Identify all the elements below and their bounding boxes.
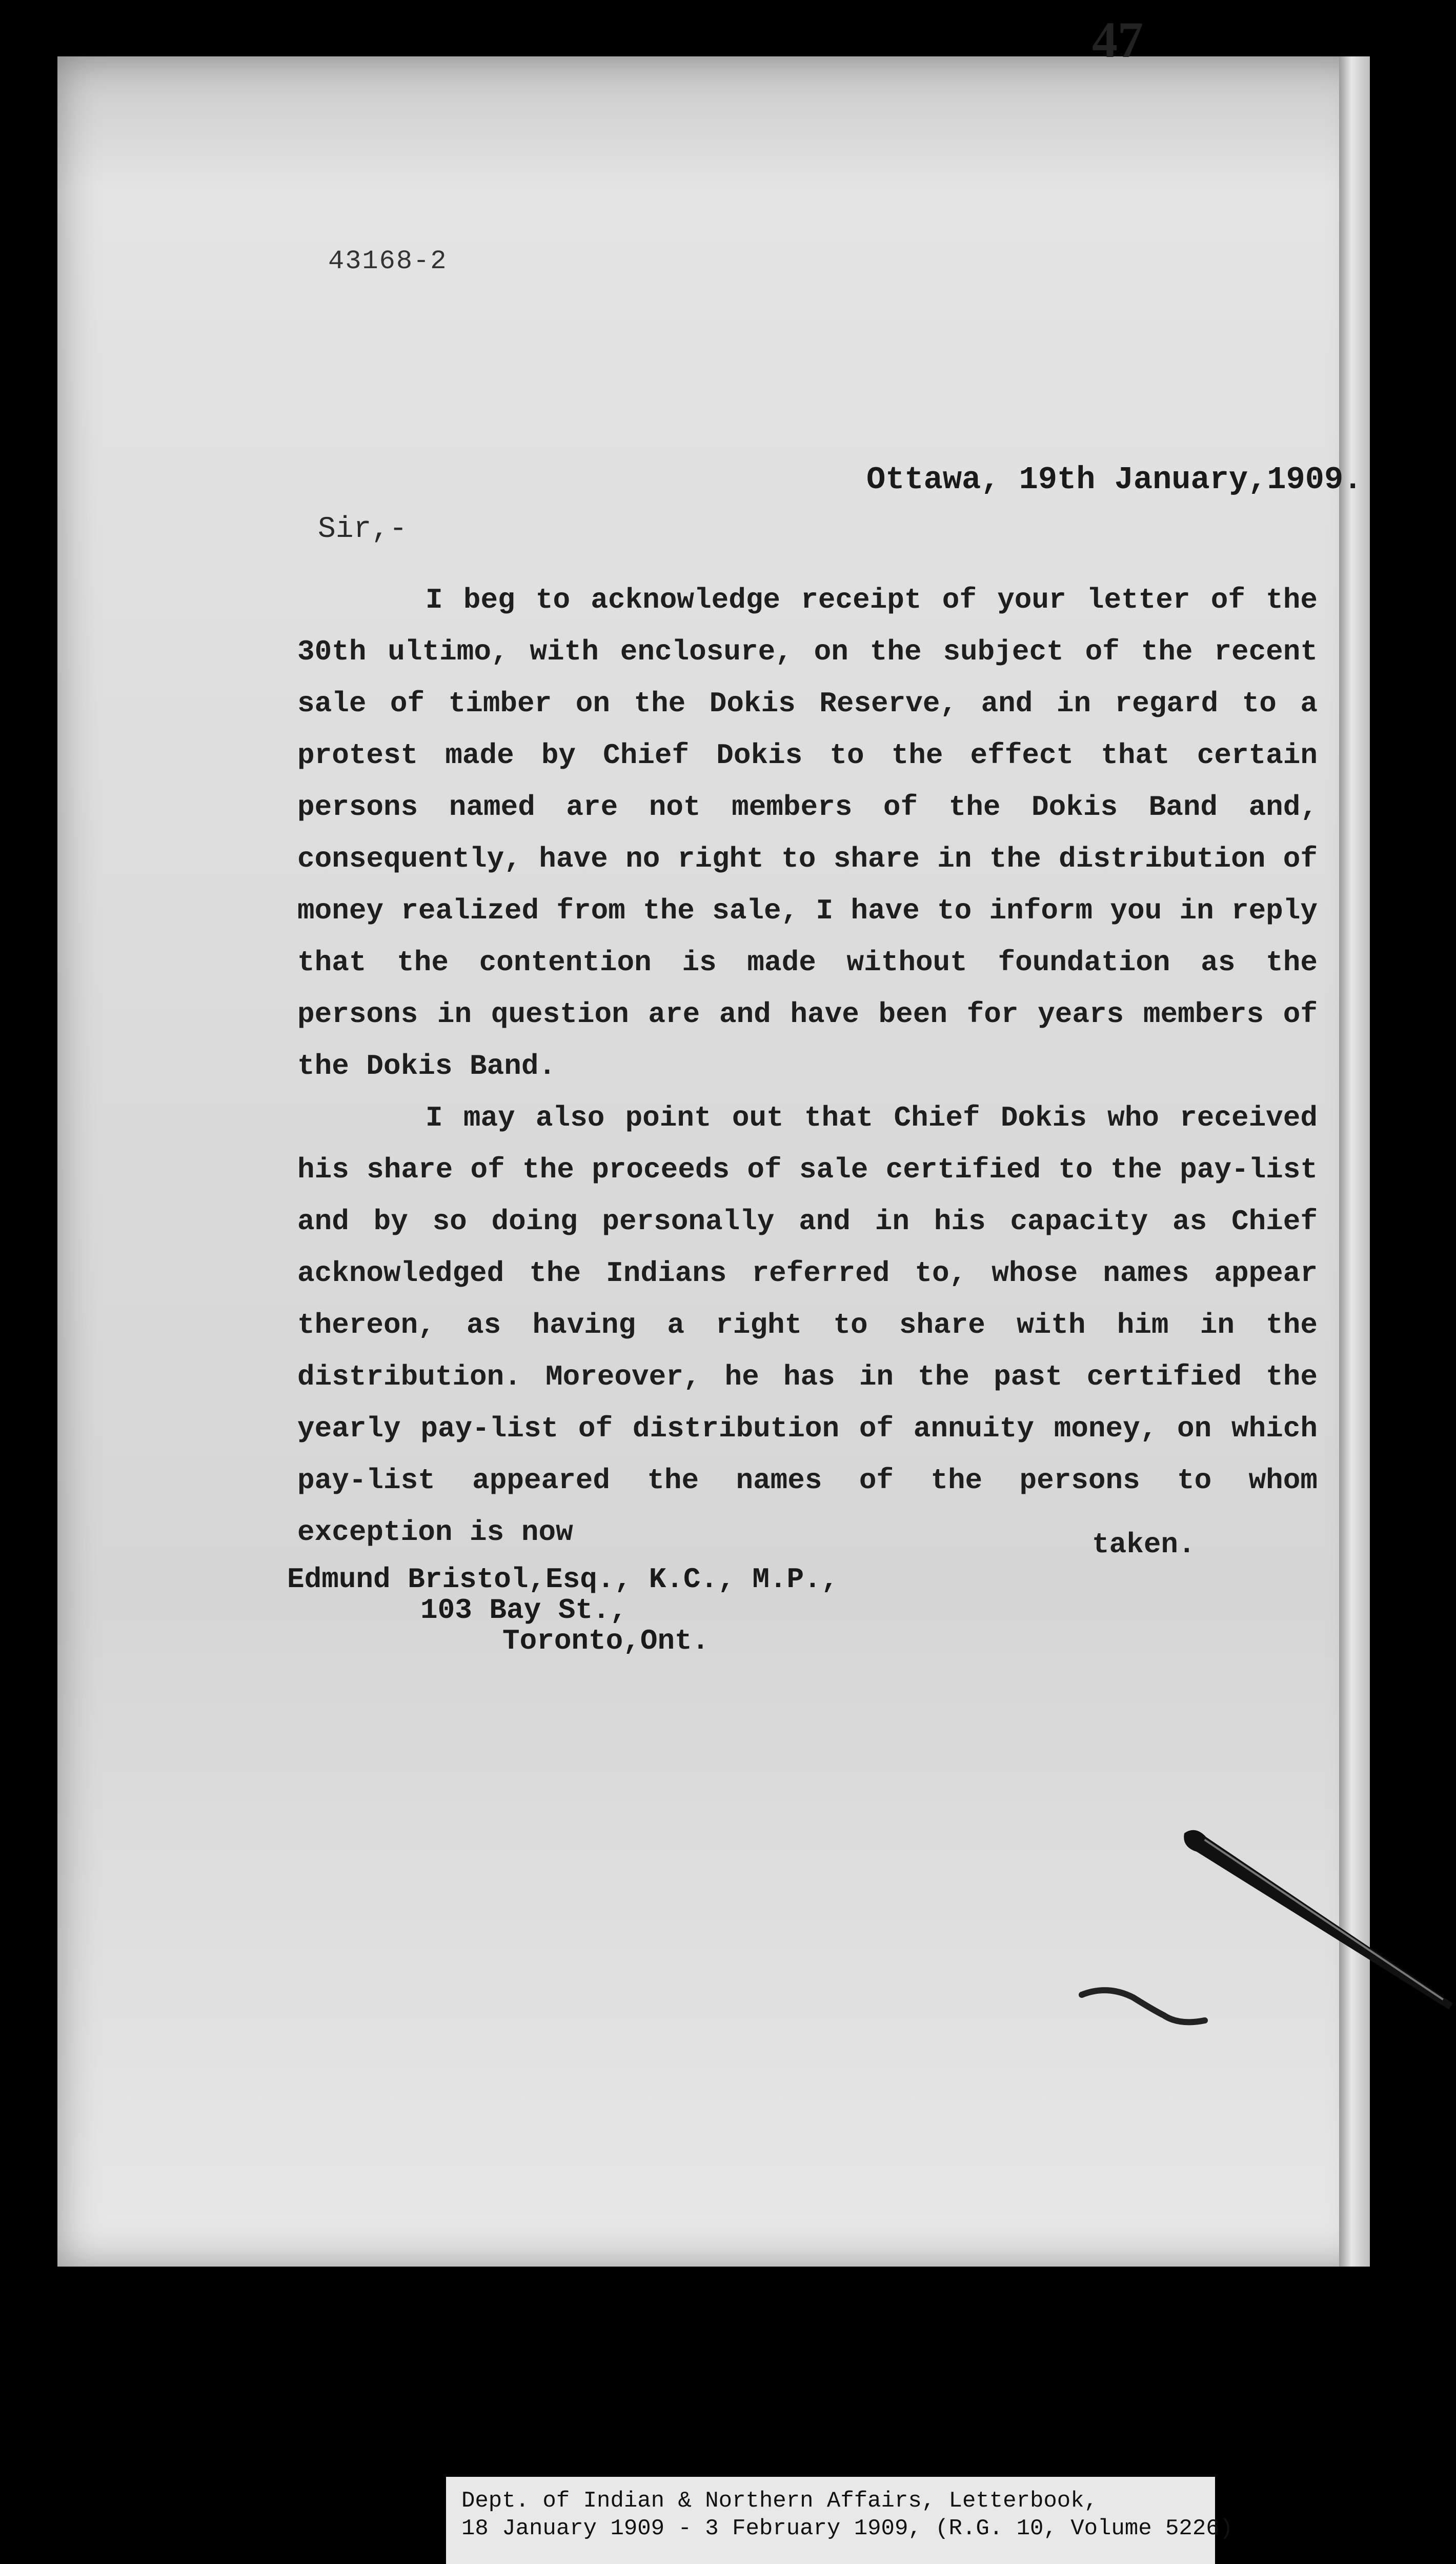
salutation: Sir,- — [318, 513, 408, 546]
letter-body — [297, 574, 1318, 1558]
addressee-street: 103 Bay St., — [420, 1594, 628, 1627]
paragraph-1: I beg to acknowledge receipt of your letter of the 30th ultimo, with enclosure, on the subject of the recent sale of timber on the Dokis Reserve, and in regard to a protest made by Chief Dokis to the effect that certain persons named are not members of the Dokis Band and, consequently, have no right to share in the distribution of money realized from the sale, I have to inform you in reply that the contention is made without foundation as the persons in question are and have been for years members of the Dokis Band. — [297, 584, 1318, 1083]
archive-caption — [446, 2477, 1233, 2564]
caption-line-1: Dept. of Indian & Northern Affairs, Letterbook, — [461, 2488, 1098, 2514]
addressee-block — [287, 1564, 838, 1656]
addressee-city: Toronto,Ont. — [502, 1625, 710, 1657]
addressee-name: Edmund Bristol,Esq., K.C., M.P., — [287, 1563, 839, 1596]
paragraph-2: I may also point out that Chief Dokis who received his share of the proceeds of sale certified to the pay-list and by so doing personally and in his capacity as Chief acknowledged the Indians referred to, whose names appear thereon, as having a right to share with him in the distribution. Moreover, he has in the past certified the yearly pay-list of distribution of annuity money, on which pay-list appeared the names of the persons to whom exception is now — [297, 1101, 1318, 1549]
page-number: 47 — [1092, 11, 1143, 68]
file-number: 43168-2 — [328, 246, 448, 276]
place-date: Ottawa, 19th January,1909. — [866, 462, 1363, 498]
ink-scribble-icon — [1077, 1979, 1230, 2041]
closing-word: taken. — [1092, 1528, 1196, 1561]
caption-line-2: 18 January 1909 - 3 February 1909, (R.G. 10, Volume 5226) — [461, 2516, 1233, 2541]
